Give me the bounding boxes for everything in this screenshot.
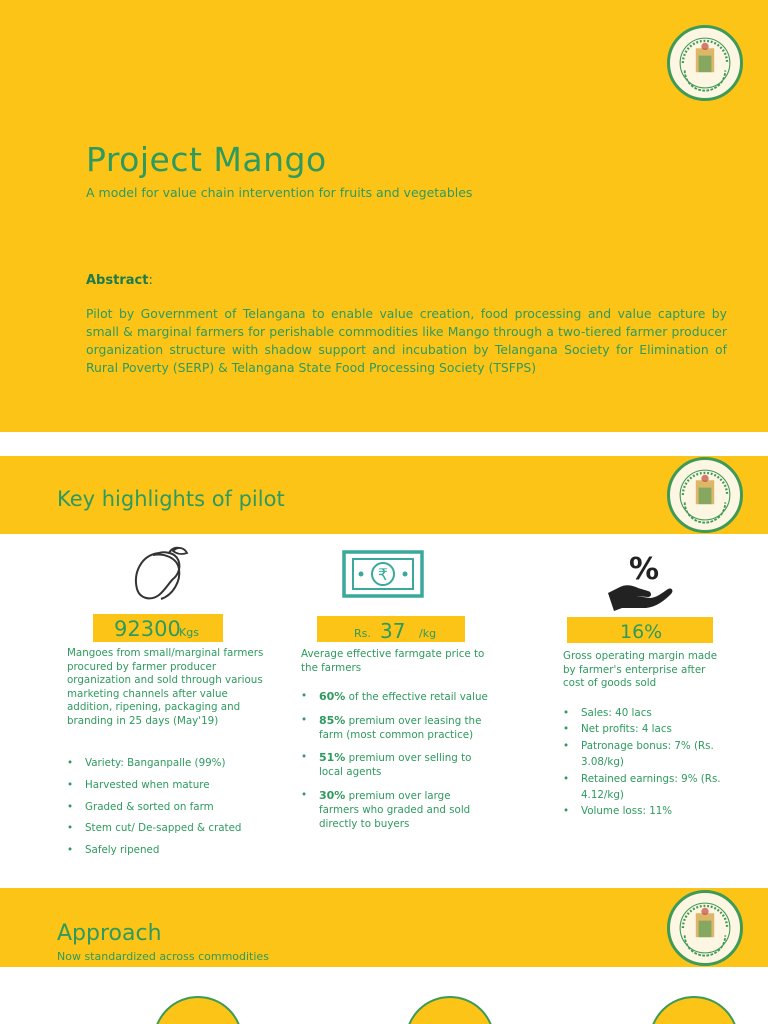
premium-percent: 30% [319, 788, 346, 802]
farmgate-price-value: 37 [380, 619, 406, 643]
mango-quality-list [67, 757, 267, 866]
approach-step-circle [405, 996, 495, 1024]
list-item: • Graded & sorted on farm [67, 801, 267, 823]
farmgate-price-badge [317, 616, 465, 642]
list-item: • Variety: Banganpalle (99%) [67, 757, 267, 779]
approach-step-circle [153, 996, 243, 1024]
premium-percent: 60% [319, 690, 346, 703]
telangana-emblem-logo [667, 890, 743, 966]
approach-step-circle [649, 996, 739, 1024]
mango-volume-unit: Kgs [179, 626, 199, 639]
page-subtitle: A model for value chain intervention for fruits and vegetables [86, 185, 473, 200]
abstract-label-colon: : [148, 273, 153, 288]
premium-text: premium over selling to local agents [319, 752, 472, 779]
highlights-title: Key highlights of pilot [57, 487, 285, 511]
farmgate-price-description: Average effective farmgate price to the farmers [301, 648, 485, 674]
farmgate-price-prefix: Rs. [354, 627, 371, 640]
list-item: • Retained earnings: 9% (Rs. 4.12/kg) [563, 771, 733, 804]
premium-percent: 85% [319, 713, 346, 727]
page-title: Project Mango [86, 140, 327, 179]
financials-list [563, 705, 733, 820]
premium-text: premium over large farmers who graded and sold directly to buyers [319, 789, 471, 830]
list-item: • Volume loss: 11% [563, 803, 733, 819]
telangana-emblem-logo [667, 25, 743, 101]
svg-text:%: % [628, 552, 660, 587]
mango-volume-value: 92300 [114, 617, 181, 641]
telangana-emblem-logo [667, 457, 743, 533]
approach-title: Approach [57, 921, 162, 946]
price-premium-list [301, 690, 491, 840]
list-item: • Sales: 40 lacs [563, 705, 733, 721]
premium-percent: 51% [319, 751, 346, 765]
list-item: • Stem cut/ De-sapped & crated [67, 822, 267, 844]
abstract-label [86, 273, 153, 288]
rupee-note-icon [341, 549, 425, 599]
list-item [301, 714, 491, 743]
approach-subtitle: Now standardized across commodities [57, 950, 269, 963]
operating-margin-value: 16% [620, 621, 663, 643]
mango-volume-description: Mangoes from small/marginal farmers procured by farmer producer organization and sold through various marketing channels after value addition, ripening, packaging and branding in 25 days (May'19) [67, 647, 264, 727]
percent-hand-icon [606, 547, 674, 611]
list-item [301, 690, 491, 705]
list-item [301, 751, 491, 780]
abstract-label-text: Abstract [86, 273, 149, 288]
list-item [301, 789, 491, 831]
svg-text:₹: ₹ [377, 565, 389, 584]
operating-margin-badge [567, 617, 713, 643]
operating-margin-description: Gross operating margin made by farmer's enterprise after cost of goods sold [563, 650, 718, 690]
list-item: • Harvested when mature [67, 779, 267, 801]
abstract-text: Pilot by Government of Telangana to enable value creation, food processing and value capture by small & marginal farmers for perishable commodities like Mango through a two-tiered farmer producer organization structure with shadow support and incubation by Telangana Society for Elimination of Rural Poverty (SERP) & Telangana State Food Processing Society (TSFPS) [86, 306, 727, 375]
mango-icon [129, 543, 191, 605]
farmgate-price-unit: /kg [419, 627, 437, 640]
premium-text: of the effective retail value [345, 691, 488, 703]
list-item: • Net profits: 4 lacs [563, 721, 733, 737]
list-item: • Patronage bonus: 7% (Rs. 3.08/kg) [563, 738, 733, 771]
premium-text: premium over leasing the farm (most common practice) [319, 714, 482, 741]
mango-volume-badge [93, 614, 223, 642]
list-item: • Safely ripened [67, 844, 267, 866]
